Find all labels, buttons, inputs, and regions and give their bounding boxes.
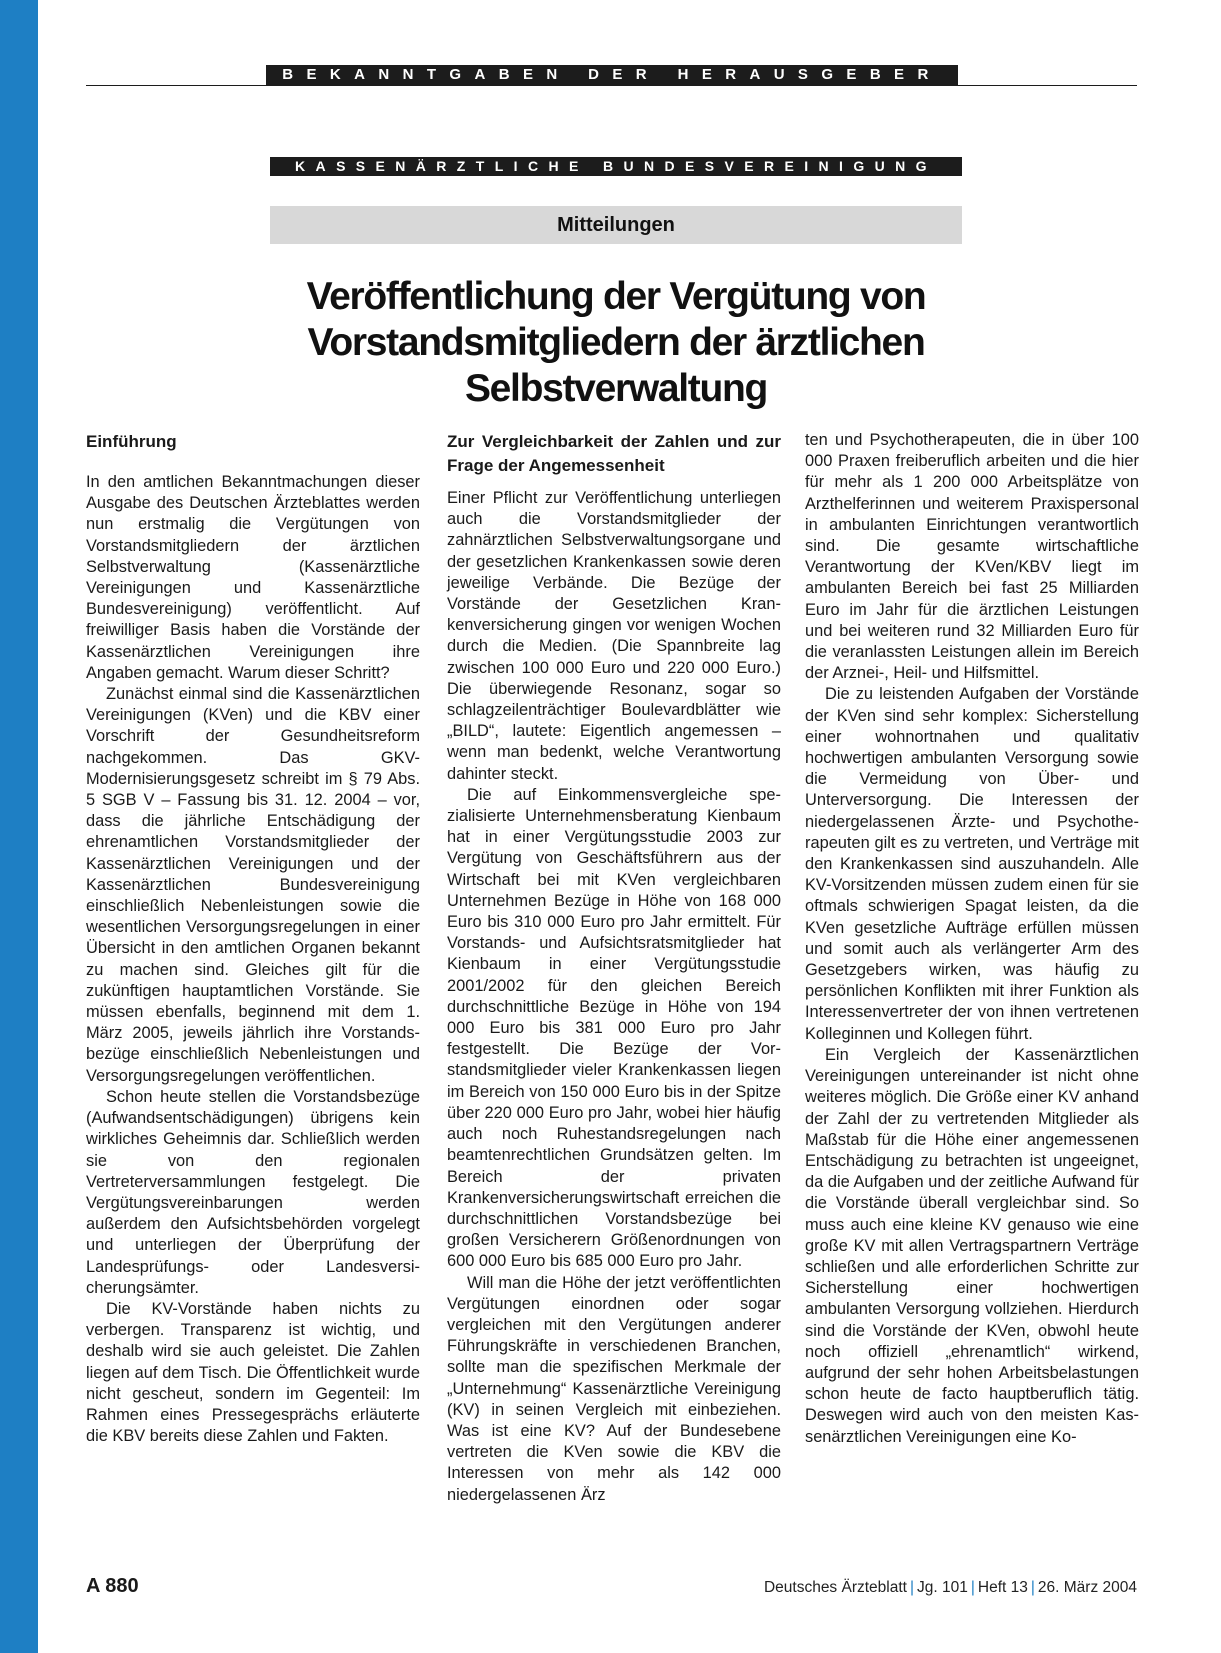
article-title: Veröffentlichung der Vergütung von Vorstandsmitgliedern der ärztlichen Selbstverwaltung bbox=[306, 275, 926, 410]
separator: | bbox=[909, 1579, 914, 1596]
sidebar-stripe bbox=[0, 0, 38, 1653]
section-label: Mitteilungen bbox=[270, 206, 962, 244]
page-number: A 880 bbox=[86, 1575, 139, 1597]
paragraph: Die zu leistenden Aufgaben der Vorstände der KVen sind sehr komplex: Sicherstellung einer wohnortnahen und qualitativ hochwertigen ambulanten Versorgung sowie die Vermeidung von Über- und Unterversorgung. Die Interessen der niedergelassenen Ärzte- und Psychotherapeuten gilt es zu vertreten, und Verträge mit den Krankenkassen sind auszuhandeln. Alle KV-Vorsitzenden müssen zudem einen für sie oftmals schwierigen Spagat leisten, da die KVen gesetzliche Aufträge erfüllen müssen und somit auch als verlängerter Arm des Gesetzgebers wirken, was häufig zu persönlichen Konflikten mit ihrer Funktion als Interessenvertreter der von ihnen vertretenen Kolleginnen und Kollegen führt. bbox=[805, 685, 1139, 1043]
paragraph: Ein Vergleich der Kassenärztlichen Vereinigungen untereinander ist nicht ohne weiteres möglich. Die Größe einer KV anhand der Zahl der zu vertretenden Mitglieder als Maßstab für die Höhe einer angemessenen Entschädigung zu betrachten ist ungeeignet, da die Aufgaben und der zeitliche Aufwand für die Vorstände überall vergleichbar sind. So muss auch eine kleine KV genauso wie eine große KV mit allen Vertragspartnern Verträge schließen und alle erforderlichen Schritte zur Sicherstellung einer hochwertigen ambulanten Versorgung vollziehen. Hierdurch sind die Vorstände der KVen, obwohl heute noch offiziell „ehrenamtlich“ wirkend, aufgrund der sehr hohen Arbeitsbelastungen schon heute de facto hauptberuflich tätig. Deswegen wird auch von den meisten Kassenärztlichen Vereinigungen eine Ko- bbox=[805, 1045, 1139, 1446]
column-1 bbox=[86, 432, 420, 1447]
separator: | bbox=[970, 1579, 975, 1596]
section-heading-einfuehrung: Einführung bbox=[86, 432, 177, 451]
top-banner: BEKANNTGABEN DER HERAUSGEBER bbox=[266, 65, 958, 85]
org-banner: KASSENÄRZTLICHE BUNDESVEREINIGUNG bbox=[270, 157, 962, 176]
paragraph: ten und Psychotherapeuten, die in über 100 000 Praxen freiberuflich arbeiten und die hier für mehr als 1 200 000 Arbeitsplätze von Arzthelferinnen und weiterem Praxispersonal in ambulanten Einrichtungen verantwortlich sind. Die gesamte wirtschaftliche Verantwortung der KVen/KBV liegt im ambulanten Bereich bei fast 25 Milliarden Euro im Jahr für die ärztlichen Leistungen und bei weiteren rund 32 Milliarden Euro für die veranlassten Leistungen allein im Bereich der Arznei-, Heil- und Hilfsmittel. bbox=[805, 431, 1139, 683]
section-heading-vergleichbarkeit: Zur Vergleichbarkeit der Zahlen und zur Frage der Angemessenheit bbox=[447, 432, 781, 475]
paragraph: Einer Pflicht zur Veröffentlichung unterliegen auch die Vorstandsmitglieder der zahnärztlichen Selbstverwaltungsorgane und der gesetzlichen Krankenkassen sowie deren jeweilige Verbände. Die Bezüge der Vorstände der Gesetzlichen Krankenversicherung gingen vor wenigen Wochen durch die Medien. (Die Spannbreite lag zwischen 100 000 Euro und 220 000 Euro.) Die überwiegende Resonanz, sogar so schlagzeilenträchtiger Boulevardblätter wie „BILD“, lautete: Eigentlich angemessen – wenn man bedenkt, welche Verantwortung dahinter steckt. bbox=[447, 489, 781, 783]
top-rule bbox=[86, 85, 1137, 86]
date: 26. März 2004 bbox=[1037, 1579, 1137, 1596]
paragraph: Will man die Höhe der jetzt veröffentlichten Vergütungen einordnen oder sogar vergleichen mit den Vergütungen anderer Führungskräfte in verschiedenen Branchen, sollte man die spezifischen Merkmale der „Unternehmung“ Kassenärztliche Vereinigung (KV) in seinen Vergleich mit einbeziehen. Was ist eine KV? Auf der Bundesebene vertreten die KVen sowie die KBV die Interessen von mehr als 142 000 niedergelassenen Ärz bbox=[447, 1273, 781, 1504]
paragraph: Die auf Einkommensvergleiche spezialisierte Unternehmensberatung Kienbaum hat in einer Vergütungsstudie 2003 zur Vergütung von Geschäftsführern aus der Wirtschaft bei mit KVen vergleichbaren Unternehmen Bezüge in Höhe von 168 000 Euro bis 310 000 Euro pro Jahr ermittelt. Für Vorstands- und Aufsichtsratsmitglieder hat Kienbaum in einer Vergütungsstudie 2001/2002 für den gleichen Bereich durchschnittliche Bezüge in Höhe von 194 000 Euro bis 381 000 Euro pro Jahr festgestellt. Die Bezüge der Vorstandsmitglieder vieler Krankenkassen liegen im Bereich von 150 000 Euro bis in der Spitze über 220 000 Euro pro Jahr, wobei hier häufig auch noch Ruhestandsregelungen nach beamtenrechtlichen Grundsätzen gelten. Im Bereich der privaten Krankenversicherungswirtschaft erreichen die durchschnittlichen Vorstandsbezüge bei großen Versicherern Größenordnungen von 600 000 Euro bis 685 000 Euro pro Jahr. bbox=[447, 785, 781, 1271]
separator: | bbox=[1030, 1579, 1035, 1596]
column-2 bbox=[447, 432, 781, 1506]
column-3 bbox=[805, 431, 1139, 1448]
volume: Jg. 101 bbox=[917, 1579, 968, 1596]
paragraph: Schon heute stellen die Vorstandsbezüge (Aufwandsentschädigungen) übrigens kein wirkliches Geheimnis dar. Schließlich werden sie von den regionalen Vertreterversammlungen festgelegt. Die Vergütungsvereinbarungen werden außerdem den Aufsichtsbehörden vorgelegt und unterliegen der Überprüfung der Landesprüfungs- oder Landesversicherungsämter. bbox=[86, 1087, 420, 1297]
paragraph: Die KV-Vorstände haben nichts zu verbergen. Transparenz ist wichtig, und deshalb wird sie auch geleistet. Die Zahlen liegen auf dem Tisch. Die Öffentlichkeit wurde nicht gescheut, sondern im Gegenteil: Im Rahmen eines Pressegesprächs erläuterte die KBV bereits diese Zahlen und Fakten. bbox=[86, 1299, 420, 1446]
journal-name: Deutsches Ärzteblatt bbox=[763, 1579, 907, 1596]
issue: Heft 13 bbox=[977, 1579, 1028, 1596]
footer-info bbox=[764, 1579, 1137, 1597]
paragraph: Zunächst einmal sind die Kassenärztlichen Vereinigungen (KVen) und die KBV einer Vorschrift der Gesundheitsreform nachgekommen. Das GKV-Modernisierungsgesetz schreibt im § 79 Abs. 5 SGB V – Fassung bis 31. 12. 2004 – vor, dass die jährliche Entschädigung der ehrenamtlichen Vorstandsmitglieder der Kassenärztlichen Vereinigungen und der Kassenärztlichen Bundesvereinigung einschließlich Nebenleistungen sowie die wesentlichen Versorgungsregelungen in einer Übersicht in den amtlichen Organen bekannt zu machen sind. Gleiches gilt für die zukünftigen hauptamtlichen Vorstände. Sie müssen ebenfalls, beginnend mit dem 1. März 2005, jeweils jährlich ihre Vorstandsbezüge einschließlich Nebenleistungen und Versorgungsregelungen veröffentlichen. bbox=[86, 685, 420, 1085]
paragraph: In den amtlichen Bekanntmachungen dieser Ausgabe des Deutschen Ärzteblattes werden nun erstmalig die Vergütungen von Vorstandsmitgliedern der ärztlichen Selbstverwaltung (Kassenärztliche Vereinigungen und Kassenärztliche Bundesvereinigung) veröffentlicht. Auf freiwilliger Basis haben die Vorstände der Kassenärztlichen Vereinigungen ihre Angaben gemacht. Warum dieser Schritt? bbox=[86, 473, 420, 682]
